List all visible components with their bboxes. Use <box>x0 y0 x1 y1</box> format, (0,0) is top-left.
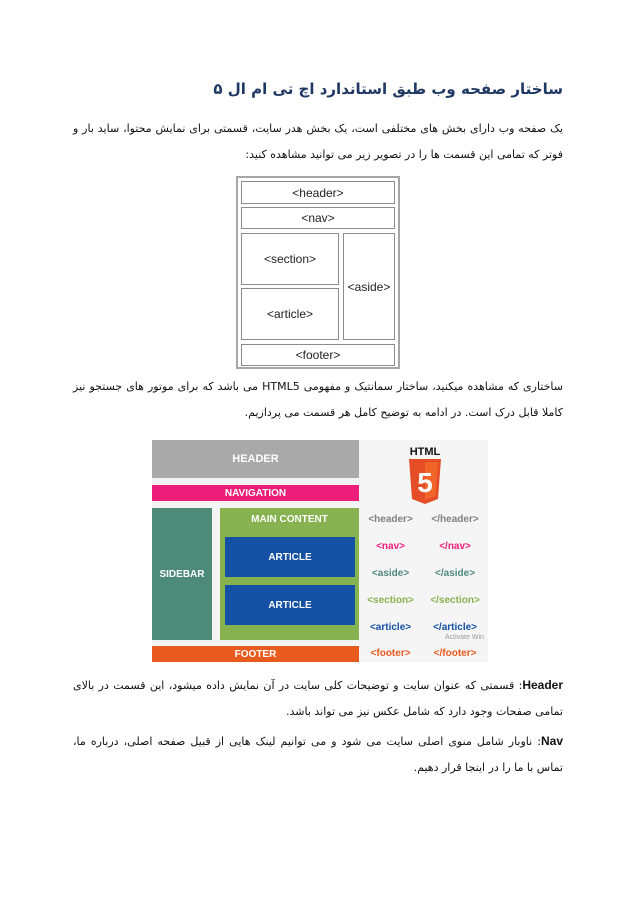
nav-description: : ناوبار شامل منوی اصلی سایت می شود و می توانیم لینک هایی از قبیل صفحه اصلی، درباره ما، تماس با ما را در اینجا قرار دهیم. <box>73 735 563 774</box>
wire-nav-box: <nav> <box>241 207 395 229</box>
intro-paragraph: یک صفحه وب دارای بخش های مختلفی است، یک بخش هدر سایت، قسمتی برای نمایش محتوا، ساید بار و فوتر که تمامی این قسمت ها را در تصویر زیر می توانید مشاهده کنید: <box>73 122 563 161</box>
layout-article-block-2: ARTICLE <box>225 585 355 625</box>
wire-article-box: <article> <box>241 288 339 340</box>
tag-close-section: </section> <box>430 595 480 606</box>
tag-row-section <box>359 595 488 606</box>
tag-row-header <box>359 514 488 525</box>
wire-section-box: <section> <box>241 233 339 285</box>
header-description: : قسمتی که عنوان سایت و توضیحات کلی سایت در آن نمایش داده میشود، این قسمت در بالای تمامی صفحات وجود دارد که شامل عکس نیز می تواند باشد. <box>73 679 563 718</box>
layout-sidebar-block: SIDEBAR <box>152 508 212 640</box>
html5-logo-icon <box>408 444 442 506</box>
tag-close-header: </header> <box>431 514 479 525</box>
tag-row-nav <box>359 541 488 552</box>
page-title: ساختار صفحه وب طبق استاندارد اچ تی ام ال ۵ <box>213 80 563 98</box>
wire-footer-box: <footer> <box>241 344 395 366</box>
wire-aside-box: <aside> <box>343 233 395 340</box>
tag-open-aside: <aside> <box>371 568 410 579</box>
nav-term: Nav <box>540 734 563 748</box>
tag-open-header: <header> <box>368 514 413 525</box>
tag-close-aside: </aside> <box>435 568 476 579</box>
tag-open-nav: <nav> <box>376 541 406 552</box>
layout-header-block: HEADER <box>152 440 359 478</box>
layout-navigation-block: NAVIGATION <box>152 485 359 501</box>
header-description-paragraph <box>73 672 563 725</box>
html5-logo-text: HTML <box>409 446 441 458</box>
tag-legend <box>359 440 488 662</box>
tag-open-footer: <footer> <box>370 648 411 659</box>
tag-open-section: <section> <box>367 595 414 606</box>
semantic-paragraph: ساختاری که مشاهده میکنید، ساختار سمانتیک و مفهومی HTML5 می باشد که برای موتور های جستجو نیز کاملا قابل درک است. در ادامه به توضیح کامل هر قسمت می پردازیم. <box>73 380 563 419</box>
wire-header-box: <header> <box>241 181 395 204</box>
tag-close-article: </article> <box>433 622 477 633</box>
html5-logo-number: 5 <box>417 467 433 498</box>
tag-close-nav: </nav> <box>439 541 471 552</box>
tag-row-article <box>359 622 488 633</box>
tag-close-footer: </footer> <box>433 648 477 659</box>
wireframe-diagram <box>236 176 400 369</box>
main-content-label: MAIN CONTENT <box>251 514 328 525</box>
tag-row-aside <box>359 568 488 579</box>
tag-row-footer <box>359 648 488 659</box>
tag-open-article: <article> <box>369 622 412 633</box>
layout-footer-block: FOOTER <box>152 646 359 662</box>
header-term: Header <box>522 678 563 692</box>
html5-layout-diagram <box>152 440 488 662</box>
layout-article-block-1: ARTICLE <box>225 537 355 577</box>
nav-description-paragraph <box>73 728 563 781</box>
activate-windows-watermark: Activate Win <box>445 634 484 641</box>
